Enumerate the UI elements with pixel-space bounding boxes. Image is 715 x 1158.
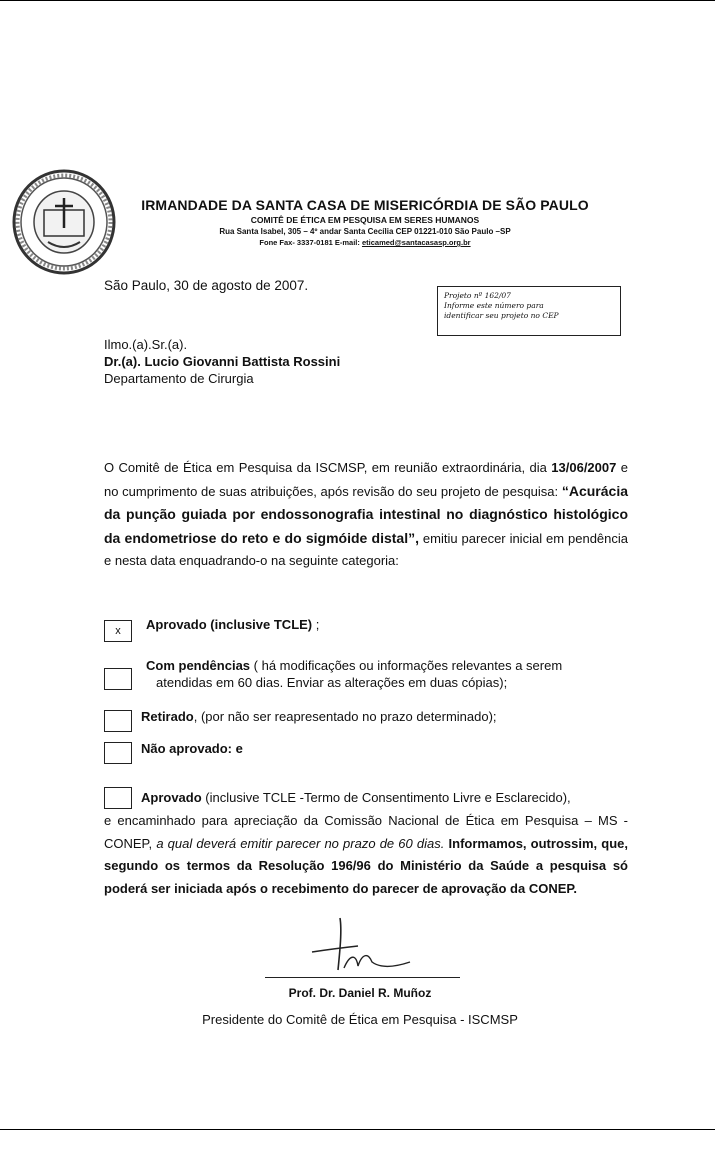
institution-name: IRMANDADE DA SANTA CASA DE MISERICÓRDIA DE SÃO PAULO [141, 197, 589, 213]
option-suffix: ; [312, 617, 320, 632]
committee-name: COMITÊ DE ÉTICA EM PESQUISA EM SERES HUMANOS [250, 215, 480, 225]
project-number: Projeto nº 162/07 [444, 291, 511, 300]
letterhead [130, 197, 600, 247]
bottom-border-line [0, 1129, 715, 1130]
top-border-line [0, 0, 715, 1]
checkbox-pending[interactable] [104, 668, 132, 690]
letter-date: São Paulo, 30 de agosto de 2007. [104, 278, 309, 293]
option-pending [146, 657, 562, 691]
checkbox-approved-conep[interactable] [104, 787, 132, 809]
recipient-name: Dr.(a). Lucio Giovanni Battista Rossini [104, 354, 341, 369]
option-approved-conep [141, 789, 571, 806]
body-paragraph [104, 457, 628, 573]
project-note-2: identificar seu projeto no CEP [444, 311, 559, 320]
salutation: Ilmo.(a).Sr.(a). [104, 337, 188, 352]
option-label: Com pendências [146, 658, 251, 673]
final-text-1: e encaminhado para apreciação da Comissão Nacional de Ética em Pesquisa – MS -CONEP, [104, 813, 628, 851]
email-link[interactable]: eticamed@santacasasp.org.br [361, 238, 471, 247]
meeting-date: 13/06/2007 [551, 460, 617, 475]
body-text-3: emitiu parecer inicial em pendência e nesta data enquadrando-o na seguinte categoria: [104, 530, 629, 568]
final-paragraph [104, 810, 628, 900]
institution-seal-icon [10, 168, 118, 276]
contact-line [130, 238, 600, 247]
handwritten-signature-icon [300, 910, 420, 980]
option-text: , (por não ser reapresentado no prazo determinado); [193, 709, 497, 724]
final-text-2: a qual deverá emitir parecer no prazo de 60 dias. [156, 835, 445, 851]
signatory-role: Presidente do Comitê de Ética em Pesquisa - ISCMSP [202, 1012, 518, 1027]
option-withdrawn [141, 708, 497, 725]
project-number-box [437, 286, 621, 336]
signature-line [265, 977, 460, 978]
option-not-approved [141, 740, 243, 757]
option-text: (inclusive TCLE -Termo de Consentimento Livre e Esclarecido), [201, 790, 571, 805]
phone: Fone Fax- 3337-0181 E-mail: [259, 238, 362, 247]
body-text-1: O Comitê de Ética em Pesquisa da ISCMSP, em reunião extraordinária, dia [104, 460, 552, 475]
checkbox-approved-tcle[interactable]: x [104, 620, 132, 642]
option-label: Retirado [141, 709, 194, 724]
option-label: Aprovado [141, 790, 202, 805]
project-title: “Acurácia da punção guiada por endossonografia intestinal no diagnóstico histológico da endometriose do reto e do sigmóide distal”, [104, 482, 628, 546]
option-text-2: atendidas em 60 dias. Enviar as alterações em duas cópias); [156, 675, 508, 690]
project-note-1: Informe este número para [444, 301, 544, 310]
signatory-name: Prof. Dr. Daniel R. Muñoz [288, 986, 432, 1000]
option-text: ( há modificações ou informações relevantes a serem [250, 658, 563, 673]
option-label: Aprovado (inclusive TCLE) [146, 617, 313, 632]
option-label: Não aprovado: e [141, 741, 243, 756]
recipient-department: Departamento de Cirurgia [104, 371, 254, 386]
checkbox-not-approved[interactable] [104, 742, 132, 764]
address: Rua Santa Isabel, 305 – 4º andar Santa Cecília CEP 01221-010 São Paulo –SP [219, 227, 511, 236]
recipient-block [104, 336, 340, 387]
option-approved-tcle [146, 616, 319, 633]
final-text-3: Informamos, outrossim, que, segundo os termos da Resolução 196/96 do Ministério da Saúde a pesquisa só poderá ser iniciada após o recebimento do parecer de aprovação da CONEP. [104, 835, 628, 896]
body-text-2: e no cumprimento de suas atribuições, após revisão do seu projeto de pesquisa: [104, 460, 629, 499]
checkbox-withdrawn[interactable] [104, 710, 132, 732]
